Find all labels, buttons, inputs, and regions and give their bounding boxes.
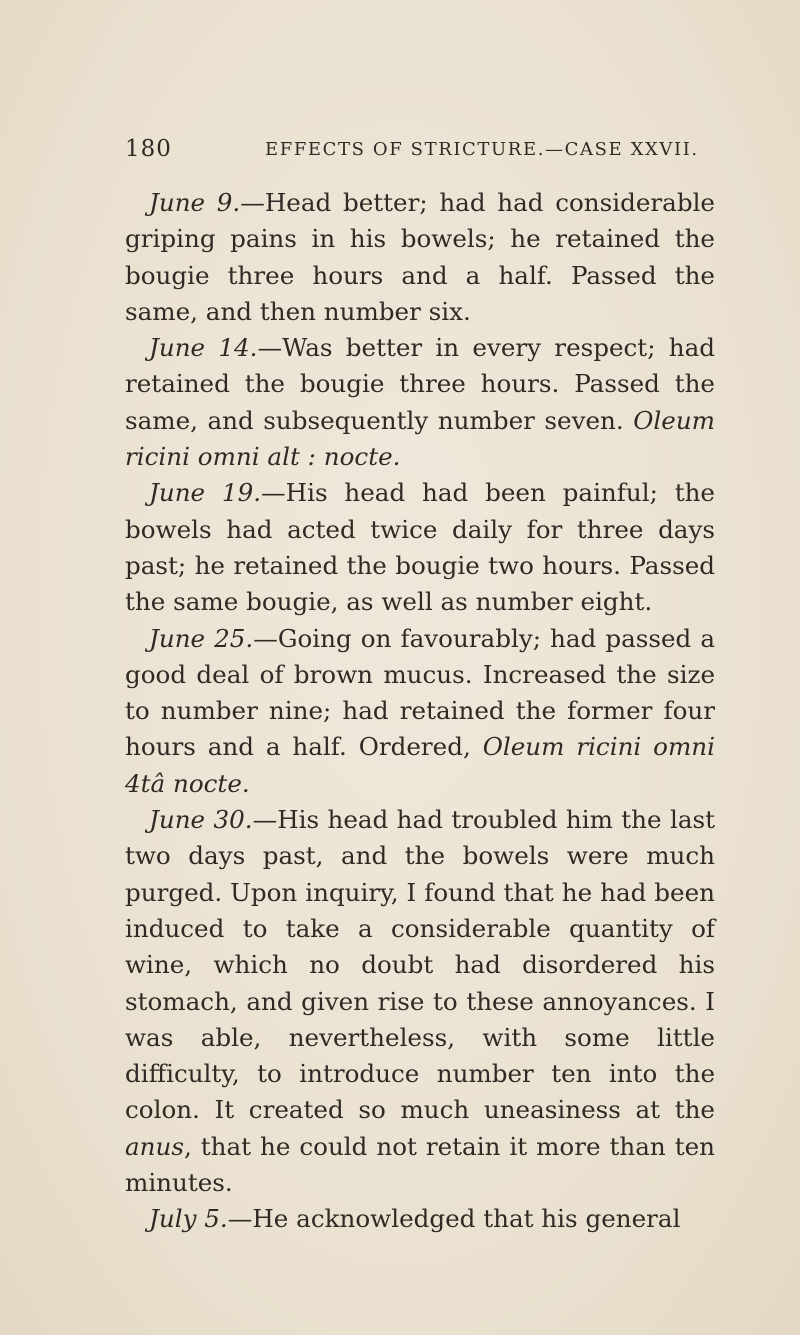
entry-date: June 19. [149, 478, 262, 508]
body-text [125, 185, 715, 1238]
prescription-text: Oleum ricini omni 4tâ nocte. [125, 732, 715, 798]
entry-text-continued: , that he could not retain it more than ten minutes. [125, 1131, 715, 1198]
entry-paragraph [125, 621, 715, 802]
entry-paragraph [125, 475, 715, 620]
entry-text: —His head had been painful; the bowels had acted twice daily for three days past; he retained the bougie two hours. Passed the same bougie, as well as number eight. [125, 478, 715, 617]
entry-paragraph [125, 185, 715, 330]
page-header [125, 136, 725, 168]
entry-text: —His head had troubled him the last two days past, and the bowels were much purged. Upon inquiry, I found that he had been induced to take a considerable quantity of wine, which no doubt had disordered his stomach, and given rise to these annoyances. I was able, nevertheless, with some little difficulty, to introduce number ten into the colon. It created so much uneasiness at the [125, 805, 715, 1125]
entry-paragraph [125, 330, 715, 475]
running-head: EFFECTS OF STRICTURE.—CASE XXVII. [265, 139, 699, 160]
entry-date: June 25. [149, 623, 254, 653]
entry-date: June 30. [149, 805, 253, 835]
entry-text: —Head better; had had considerable griping pains in his bowels; he retained the bougie three hours and a half. Passed the same, and then number six. [125, 188, 715, 326]
entry-date: June 14. [149, 333, 258, 363]
entry-text: —Going on favourably; had passed a good deal of brown mucus. Increased the size to number nine; had retained the former four hours and a half. Ordered, [125, 623, 715, 762]
entry-text: —He acknowledged that his general [227, 1204, 681, 1234]
italic-term: anus [125, 1131, 184, 1161]
entry-date: June 9. [149, 188, 241, 217]
prescription-text: Oleum ricini omni alt : nocte. [125, 405, 715, 472]
page-number: 180 [125, 136, 172, 162]
entry-paragraph [125, 1201, 715, 1237]
entry-paragraph [125, 802, 715, 1201]
entry-date: July 5. [149, 1204, 228, 1234]
entry-text: —Was better in every respect; had retained the bougie three hours. Passed the same, and subsequently number seven. [125, 333, 715, 435]
